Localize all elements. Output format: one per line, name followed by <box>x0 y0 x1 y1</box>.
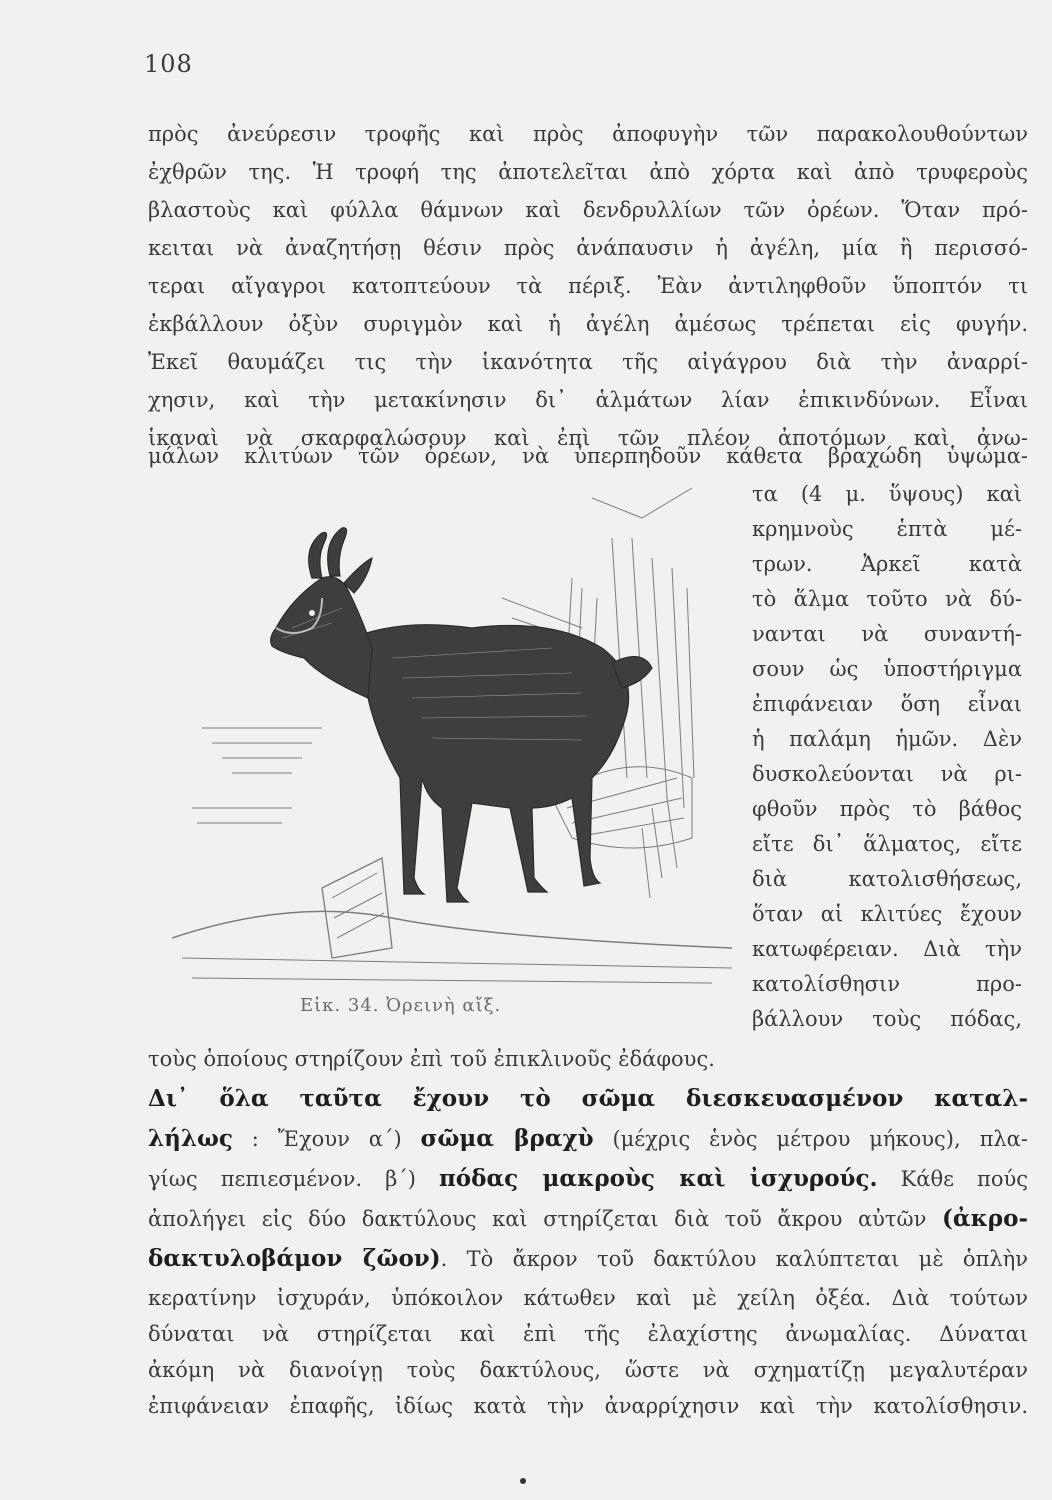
text-line: βλαστοὺς καὶ φύλλα θάμνων καὶ δενδρυλλίων τῶν ὀρέων. Ὅταν πρό- <box>148 198 1028 222</box>
text-line: δύναται νὰ στηρίζεται καὶ ἐπὶ τῆς ἐλαχίστης ἀνωμαλίας. Δύναται <box>148 1322 1028 1346</box>
text-line <box>148 1122 1028 1156</box>
side-text-line: τὸ ἅλμα τοῦτο νὰ δύ- <box>752 587 1022 611</box>
text-line: ἀκόμη νὰ διανοίγῃ τοὺς δακτύλους, ὥστε νὰ σχηματίζῃ μεγαλυτέραν <box>148 1358 1028 1382</box>
text-span: . Τὸ ἄκρον τοῦ δακτύλου καλύπτεται μὲ ὁπλὴν <box>440 1247 1028 1271</box>
text-span: ἀπολήγει εἰς δύο δακτύλους καὶ στηρίζεται διὰ τοῦ ἄκρου αὐτῶν <box>148 1207 927 1231</box>
text-line <box>148 1082 1028 1116</box>
text-span: γίως πεπιεσμένον. β´) <box>148 1167 416 1191</box>
side-text-line: εἴτε δι᾿ ἅλματος, εἴτε <box>752 832 1022 856</box>
side-text-line: διὰ κατολισθήσεως, <box>752 867 1022 891</box>
text-span: (μέχρις ἑνὸς μέτρου μήκους), πλα- <box>612 1127 1028 1151</box>
text-line: ἐχθρῶν της. Ἡ τροφή της ἀποτελεῖται ἀπὸ χόρτα καὶ ἀπὸ τρυφεροὺς <box>148 160 1028 184</box>
side-text-line: βάλλουν τοὺς πόδας, <box>752 1007 1022 1031</box>
text-line: τοὺς ὁποίους στηρίζουν ἐπὶ τοῦ ἐπικλινοῦς ἐδάφους. <box>148 1047 715 1071</box>
side-text-line: δυσκολεύονται νὰ ρι- <box>752 762 1022 786</box>
bold-phrase: δακτυλοβάμον ζῶον) <box>148 1245 441 1272</box>
figure-caption: Εἰκ. 34. Ὀρεινὴ αἴξ. <box>300 995 502 1016</box>
text-line <box>148 1202 1028 1236</box>
side-text-line: ἐπιφάνειαν ὅση εἶναι <box>752 692 1022 716</box>
bold-phrase: Δι᾿ ὅλα ταῦτα ἔχουν τὸ σῶμα διεσκευασμένον καταλ- <box>148 1085 1028 1112</box>
text-line: ἐκβάλλουν ὀξὺν συριγμὸν καὶ ἡ ἀγέλη ἀμέσως τρέπεται εἰς φυγήν. <box>148 312 1028 336</box>
bold-phrase: (ἀκρο- <box>941 1205 1028 1232</box>
text-line: χησιν, καὶ τὴν μετακίνησιν δι᾿ ἁλμάτων λίαν ἐπικινδύνων. Εἶναι <box>148 388 1028 412</box>
page-number: 108 <box>144 50 193 78</box>
side-text-line: κατολίσθησιν προ- <box>752 972 1022 996</box>
side-text-line: σουν ὡς ὑποστήριγμα <box>752 657 1022 681</box>
side-text-line: ἡ παλάμη ἡμῶν. Δὲν <box>752 727 1022 751</box>
text-line: τεραι αἴγαγροι κατοπτεύουν τὰ πέριξ. Ἐὰν ἀντιληφθοῦν ὕποπτόν τι <box>148 274 1028 298</box>
text-span: Κάθε πούς <box>900 1167 1028 1191</box>
ink-mark <box>520 1478 526 1484</box>
side-text-line: ὅταν αἱ κλιτύες ἔχουν <box>752 902 1022 926</box>
side-text-line: τρων. Ἀρκεῖ κατὰ <box>752 552 1022 576</box>
bold-phrase: σῶμα βραχὺ <box>420 1125 594 1152</box>
side-text-line: φθοῦν πρὸς τὸ βάθος <box>752 797 1022 821</box>
text-line: κειται νὰ ἀναζητήσῃ θέσιν πρὸς ἀνάπαυσιν ἡ ἀγέλη, μία ἢ περισσό- <box>148 236 1028 260</box>
text-line: κερατίνην ἰσχυράν, ὑπόκοιλον κάτωθεν καὶ μὲ χείλη ὀξέα. Διὰ τούτων <box>148 1286 1028 1310</box>
chamois-illustration <box>172 478 732 1008</box>
text-line <box>148 1162 1028 1196</box>
text-span: : Ἔχουν α´) <box>251 1127 402 1151</box>
side-text-line: κατωφέρειαν. Διὰ τὴν <box>752 937 1022 961</box>
text-line <box>148 1242 1028 1276</box>
side-text-line: νανται νὰ συναντή- <box>752 622 1022 646</box>
text-line: πρὸς ἀνεύρεσιν τροφῆς καὶ πρὸς ἀποφυγὴν τῶν παρακολουθούντων <box>148 122 1028 146</box>
text-line: ἐπιφάνειαν ἐπαφῆς, ἰδίως κατὰ τὴν ἀναρρίχησιν καὶ τὴν κατολίσθησιν. <box>148 1394 1028 1418</box>
side-text-line: τα (4 μ. ὕψους) καὶ <box>752 482 1022 506</box>
bold-phrase: πόδας μακροὺς καὶ ἰσχυρούς. <box>438 1165 878 1192</box>
text-line: Ἐκεῖ θαυμάζει τις τὴν ἱκανότητα τῆς αἰγάγρου διὰ τὴν ἀναρρί- <box>148 350 1028 374</box>
bold-phrase: λήλως <box>148 1125 233 1152</box>
text-line: ἱκαναὶ νὰ σκαρφαλώσουν καὶ ἐπὶ τῶν πλέον ἀποτόμων καὶ ἀνω- <box>148 426 1028 450</box>
text-line: μάλων κλιτύων τῶν ὀρέων, νὰ ὑπερπηδοῦν κάθετα βραχώδη ὑψώμα- <box>148 444 1028 468</box>
side-text-line: κρημνοὺς ἑπτὰ μέ- <box>752 517 1022 541</box>
